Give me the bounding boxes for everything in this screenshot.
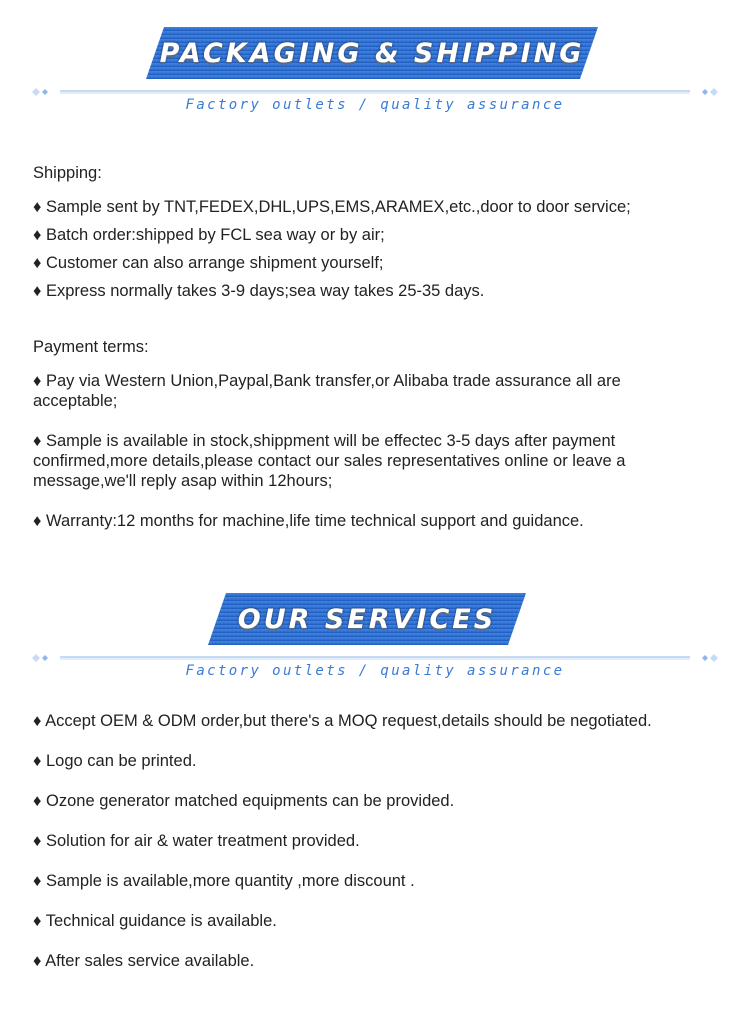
tagline: Factory outlets / quality assurance — [185, 663, 565, 679]
banner-title: OUR SERVICES — [237, 603, 497, 635]
payment-item: ♦ Warranty:12 months for machine,life time technical support and guidance. — [33, 512, 584, 530]
shipping-item: ♦ Express normally takes 3-9 days;sea way takes 25-35 days. — [33, 282, 485, 300]
shipping-item: ♦ Batch order:shipped by FCL sea way or by air; — [33, 226, 385, 244]
our-services-banner — [208, 593, 526, 645]
shipping-item: ♦ Customer can also arrange shipment yourself; — [33, 254, 384, 272]
banner-title: PACKAGING & SHIPPING — [159, 37, 585, 69]
service-item: ♦ Sample is available,more quantity ,more discount . — [33, 872, 415, 890]
service-item: ♦ Logo can be printed. — [33, 752, 197, 770]
payment-item: ♦ Sample is available in stock,shippment will be effectec 3-5 days after payment confirmed,more details,please contact our sales representatives online or leave a message,we'll reply asap within 12hours; — [33, 432, 626, 490]
payment-heading: Payment terms: — [33, 338, 149, 356]
service-item: ♦ Technical guidance is available. — [33, 912, 277, 930]
tagline: Factory outlets / quality assurance — [185, 97, 565, 113]
service-item: ♦ Ozone generator matched equipments can be provided. — [33, 792, 455, 810]
service-item: ♦ Accept OEM & ODM order,but there's a MOQ request,details should be negotiated. — [33, 712, 652, 730]
service-item: ♦ Solution for air & water treatment provided. — [33, 832, 360, 850]
packaging-shipping-banner — [146, 27, 598, 79]
shipping-heading: Shipping: — [33, 164, 102, 182]
payment-item: ♦ Pay via Western Union,Paypal,Bank transfer,or Alibaba trade assurance all are acceptable; — [33, 372, 621, 410]
service-item: ♦ After sales service available. — [33, 952, 255, 970]
shipping-item: ♦ Sample sent by TNT,FEDEX,DHL,UPS,EMS,ARAMEX,etc.,door to door service; — [33, 198, 631, 216]
